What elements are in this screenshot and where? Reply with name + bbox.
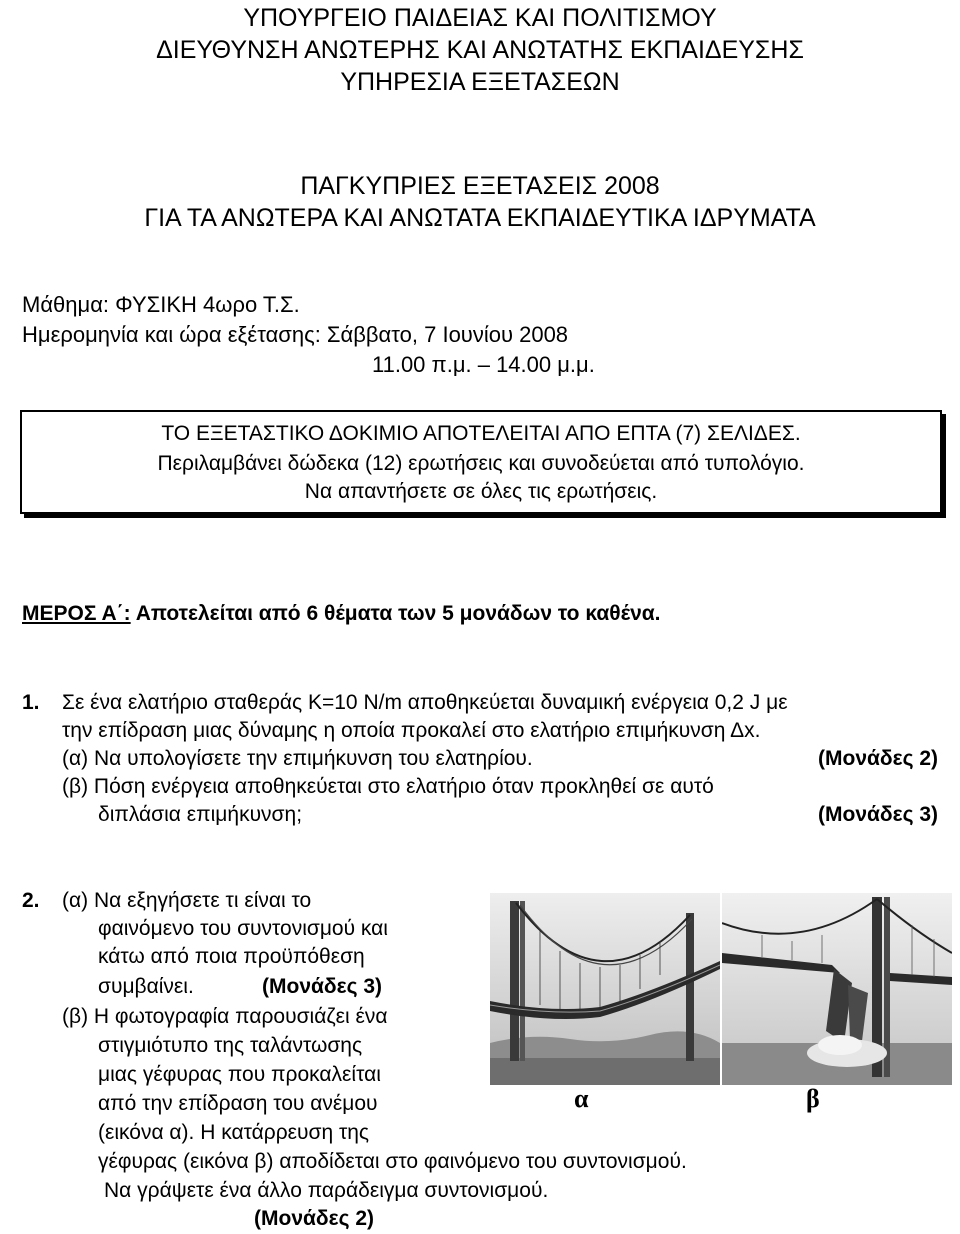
photo-caption-b: β — [806, 1084, 820, 1113]
time-line: 11.00 π.μ. – 14.00 μ.μ. — [372, 352, 595, 377]
q2-part-a-line1: (α) Να εξηγήσετε τι είναι το — [62, 889, 312, 912]
part-a-heading — [22, 602, 661, 626]
q2-part-b-line7: Να γράψετε ένα άλλο παράδειγμα συντονισμού. — [104, 1179, 549, 1202]
subject-line: Μάθημα: ΦΥΣΙΚΗ 4ωρο Τ.Σ. — [22, 292, 300, 317]
q1-part-a: (α) Να υπολογίσετε την επιμήκυνση του ελατηρίου. — [62, 747, 533, 770]
q2-part-b-marks: (Μονάδες 2) — [254, 1207, 375, 1230]
notice-pages: ΤΟ ΕΞΕΤΑΣΤΙΚΟ ΔΟΚΙΜΙΟ ΑΠΟΤΕΛΕΙΤΑΙ ΑΠΟ ΕΠΤΑ (7) ΣΕΛΙΔΕΣ. — [161, 422, 801, 445]
q1-part-b-marks: (Μονάδες 3) — [818, 803, 939, 826]
q2-part-b-line4: από την επίδραση του ανέμου — [98, 1092, 378, 1115]
q2-number: 2. — [22, 889, 40, 912]
q1-part-a-marks: (Μονάδες 2) — [818, 747, 939, 770]
q2-part-b-line6: γέφυρας (εικόνα β) αποδίδεται στο φαινόμενο του συντονισμού. — [98, 1150, 687, 1173]
institutions-title: ΓΙΑ ΤΑ ΑΝΩΤΕΡΑ ΚΑΙ ΑΝΩΤΑΤΑ ΕΚΠΑΙΔΕΥΤΙΚΑ ΙΔΡΥΜΑΤΑ — [144, 204, 816, 232]
q2-part-b-line5: (εικόνα α). Η κατάρρευση της — [98, 1121, 370, 1144]
directorate-title: ΔΙΕΥΘΥΝΣΗ ΑΝΩΤΕΡΗΣ ΚΑΙ ΑΝΩΤΑΤΗΣ ΕΚΠΑΙΔΕΥΣΗΣ — [156, 36, 804, 64]
notice-answer-all: Να απαντήσετε σε όλες τις ερωτήσεις. — [304, 480, 658, 503]
q1-text-line2: την επίδραση μιας δύναμης η οποία προκαλεί στο ελατήριο επιμήκυνση Δx. — [62, 719, 761, 742]
date-line: Ημερομηνία και ώρα εξέτασης: Σάββατο, 7 Ιουνίου 2008 — [22, 322, 569, 347]
q1-number: 1. — [22, 691, 40, 714]
q1-part-b-line2: διπλάσια επιμήκυνση; — [98, 803, 303, 826]
bridge-oscillation-photo — [490, 893, 720, 1085]
q2-part-a-line3: κάτω από ποια προϋπόθεση — [98, 945, 365, 968]
q2-part-b-line2: στιγμιότυπο της ταλάντωσης — [98, 1034, 363, 1057]
bridge-collapse-photo — [722, 893, 952, 1085]
q1-part-b-line1: (β) Πόση ενέργεια αποθηκεύεται στο ελατήριο όταν προκληθεί σε αυτό — [62, 775, 714, 798]
part-a-description: Αποτελείται από 6 θέματα των 5 μονάδων το καθένα. — [135, 602, 661, 625]
service-title: ΥΠΗΡΕΣΙΑ ΕΞΕΤΑΣΕΩΝ — [340, 68, 620, 96]
ministry-title: ΥΠΟΥΡΓΕΙΟ ΠΑΙΔΕΙΑΣ ΚΑΙ ΠΟΛΙΤΙΣΜΟΥ — [243, 4, 717, 32]
notice-questions: Περιλαμβάνει δώδεκα (12) ερωτήσεις και συνοδεύεται από τυπολόγιο. — [157, 452, 805, 475]
q1-text-line1: Σε ένα ελατήριο σταθεράς K=10 N/m αποθηκεύεται δυναμική ενέργεια 0,2 J με — [62, 691, 788, 714]
photo-caption-a: α — [574, 1084, 589, 1113]
q2-part-b-line1: (β) Η φωτογραφία παρουσιάζει ένα — [62, 1005, 388, 1028]
notice-box — [20, 410, 942, 514]
part-a-title: ΜΕΡΟΣ Α΄: — [22, 602, 131, 625]
q2-part-a-line4: συμβαίνει. — [98, 975, 194, 998]
q2-part-a-line2: φαινόμενο του συντονισμού και — [98, 917, 388, 940]
q2-part-a-marks: (Μονάδες 3) — [262, 975, 383, 998]
q2-part-b-line3: μιας γέφυρας που προκαλείται — [98, 1063, 381, 1086]
exam-title: ΠΑΓΚΥΠΡΙΕΣ ΕΞΕΤΑΣΕΙΣ 2008 — [300, 172, 660, 200]
